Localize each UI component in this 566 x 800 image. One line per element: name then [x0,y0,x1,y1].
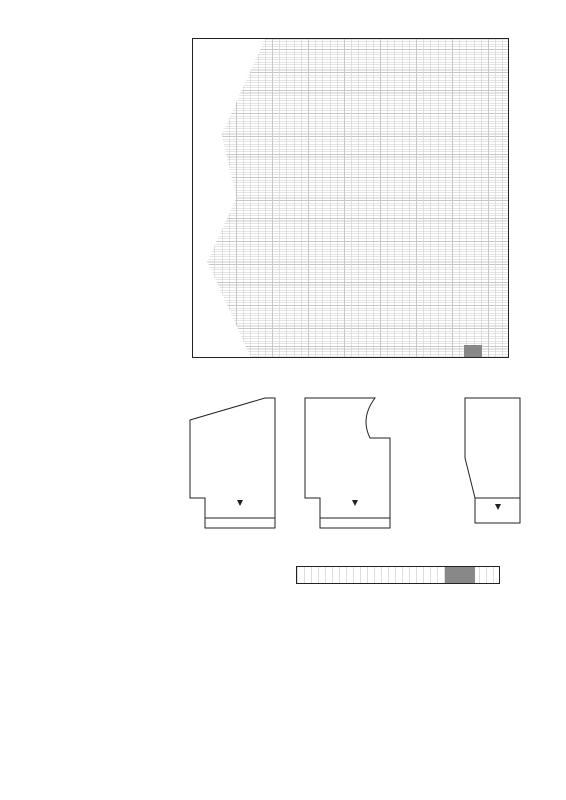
garment-schematics [165,378,555,548]
scheme-a-row-numbers [513,38,535,358]
page-footer [446,772,450,786]
scheme-b-chart [296,566,500,584]
scheme-a-chart [192,38,509,358]
